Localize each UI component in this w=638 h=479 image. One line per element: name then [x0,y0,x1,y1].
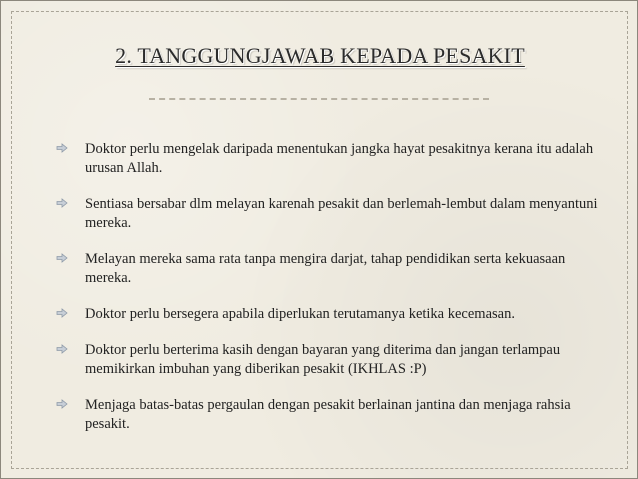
bullet-item [1,305,638,324]
arrow-bullet-icon [56,343,68,355]
arrow-bullet-icon [56,398,68,410]
bullet-text: Sentiasa bersabar dlm melayan karenah pesakit dan berlemah-lembut dalam menyantuni mereka. [85,196,598,231]
bullet-item [1,140,638,178]
bullet-text: Melayan mereka sama rata tanpa mengira darjat, tahap pendidikan serta kekuasaan mereka. [85,251,566,286]
arrow-bullet-icon [56,252,68,264]
bullet-text: Doktor perlu berterima kasih dengan bayaran yang diterima dan jangan terlampau memikirkan imbuhan yang diberikan pesakit (IKHLAS :P) [85,342,561,377]
bullet-item [1,396,638,434]
title-divider [149,98,489,100]
bullet-text: Doktor perlu bersegera apabila diperlukan terutamanya ketika kecemasan. [85,306,515,322]
bullet-item [1,341,638,379]
bullet-list [1,140,638,451]
slide-title: 2. TANGGUNGJAWAB KEPADA PESAKIT [115,43,525,68]
bullet-item [1,250,638,288]
bullet-text: Doktor perlu mengelak daripada menentukan jangka hayat pesakitnya kerana itu adalah urusan Allah. [85,141,594,176]
arrow-bullet-icon [56,197,68,209]
bullet-item [1,195,638,233]
arrow-bullet-icon [56,307,68,319]
bullet-text: Menjaga batas-batas pergaulan dengan pesakit berlainan jantina dan menjaga rahsia pesakit. [85,397,571,432]
arrow-bullet-icon [56,142,68,154]
